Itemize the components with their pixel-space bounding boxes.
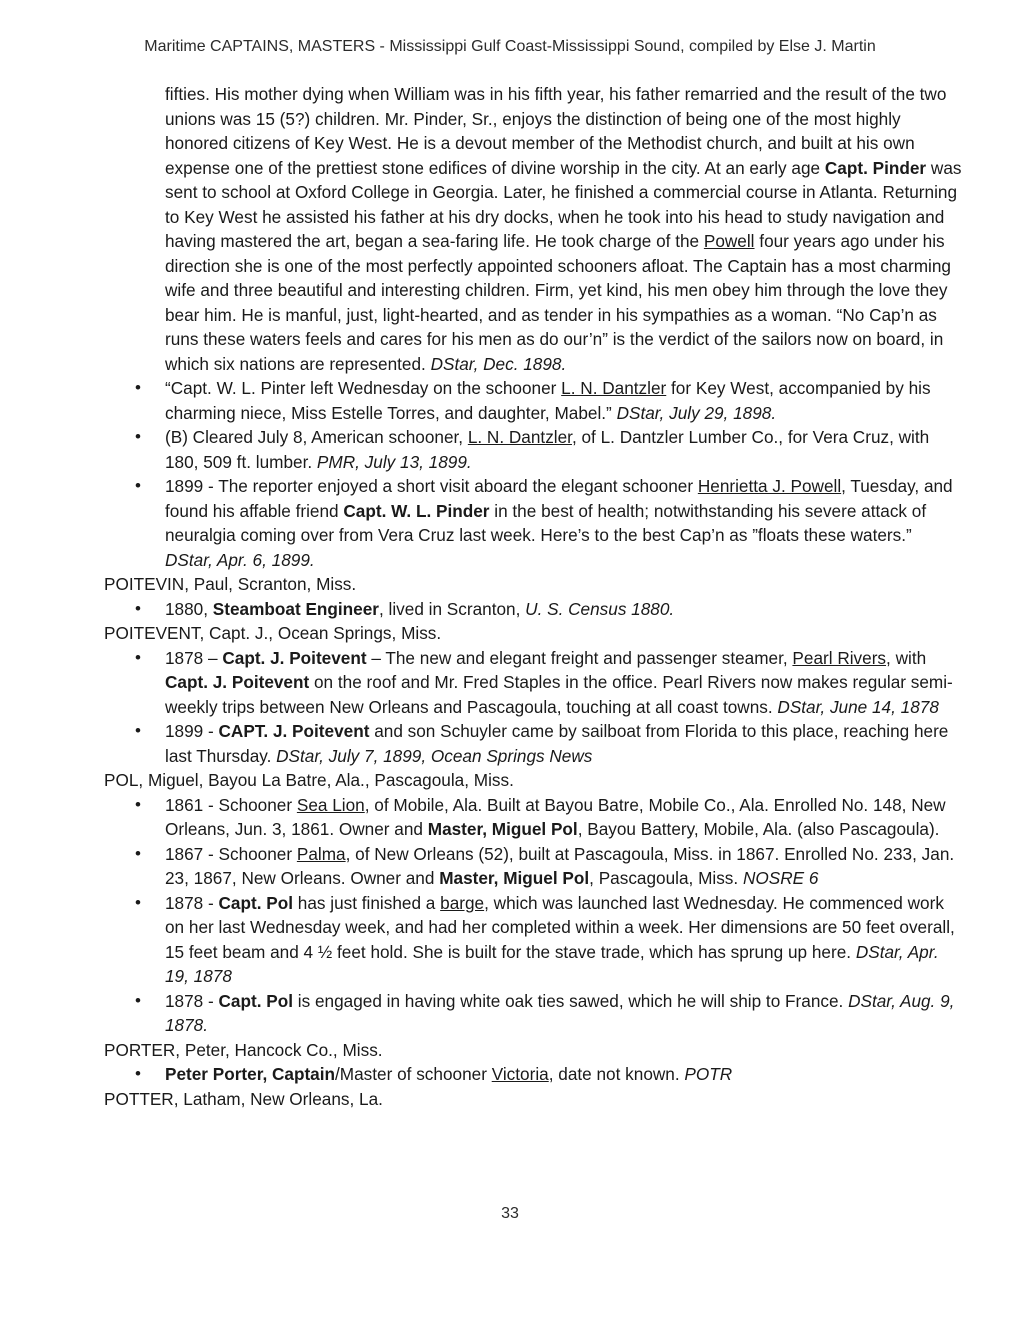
list-item: • (B) Cleared July 8, American schooner, L. N. Dantzler, of L. Dantzler Lumber Co., for Vera Cruz, with 180, 509 ft. lumber. PMR, July 13, 1899. (104, 425, 964, 474)
list-item: • “Capt. W. L. Pinter left Wednesday on the schooner L. N. Dantzler for Key West, accompanied by his charming niece, Miss Estelle Torres, and daughter, Mabel.” DStar, July 29, 1898. (104, 376, 964, 425)
list-item: • 1878 - Capt. Pol is engaged in having white oak ties sawed, which he will ship to France. DStar, Aug. 9, 1878. (104, 989, 964, 1038)
list-item: • 1880, Steamboat Engineer, lived in Scranton, U. S. Census 1880. (104, 597, 964, 622)
list-item: • 1878 - Capt. Pol has just finished a barge, which was launched last Wednesday. He commenced work on her last Wednesday week, and had her completed within a week. Her dimensions are 50 feet overall, 15 feet beam and 4 ½ feet hold. She is built for the stave trade, which has sprung up here. DStar, Apr. 19, 1878 (104, 891, 964, 989)
list-item: • 1867 - Schooner Palma, of New Orleans (52), built at Pascagoula, Miss. in 1867. Enrolled No. 233, Jan. 23, 1867, New Orleans. Owner and Master, Miguel Pol, Pascagoula, Miss. NOSRE 6 (104, 842, 964, 891)
running-header: Maritime CAPTAINS, MASTERS - Mississippi Gulf Coast-Mississippi Sound, compiled by Else J. Martin (144, 38, 876, 55)
page-number: 33 (501, 1205, 519, 1222)
poitevin-items (104, 597, 964, 622)
porter-items (104, 1062, 964, 1087)
list-item: • Peter Porter, Captain/Master of schooner Victoria, date not known. POTR (104, 1062, 964, 1087)
entry-heading-poitevent: POITEVENT, Capt. J., Ocean Springs, Miss. (104, 623, 442, 643)
list-item: • 1878 – Capt. J. Poitevent – The new and elegant freight and passenger steamer, Pearl Rivers, with Capt. J. Poitevent on the roof and Mr. Fred Staples in the office. Pearl Rivers now makes regular semi-weekly trips between New Orleans and Pascagoula, touching at all coast towns. DStar, June 14, 1878 (104, 646, 964, 720)
pinder-items (104, 376, 964, 572)
document-body (104, 82, 964, 1111)
entry-heading-potter: POTTER, Latham, New Orleans, La. (104, 1088, 383, 1109)
list-item: • 1861 - Schooner Sea Lion, of Mobile, Ala. Built at Bayou Batre, Mobile Co., Ala. Enrolled No. 148, New Orleans, Jun. 3, 1861. Owner and Master, Miguel Pol, Bayou Battery, Mobile, Ala. (also Pascagoula). (104, 793, 964, 842)
entry-heading-poitevin: POITEVIN, Paul, Scranton, Miss. (104, 574, 357, 594)
pol-items (104, 793, 964, 1038)
entry-heading-porter: PORTER, Peter, Hancock Co., Miss. (104, 1039, 383, 1060)
entry-heading-pol: POL, Miguel, Bayou La Batre, Ala., Pascagoula, Miss. (104, 770, 514, 790)
list-item: • 1899 - CAPT. J. Poitevent and son Schuyler came by sailboat from Florida to this place, reaching here last Thursday. DStar, July 7, 1899, Ocean Springs News (104, 719, 964, 768)
poitevent-items (104, 646, 964, 769)
continued-paragraph: fifties. His mother dying when William was in his fifth year, his father remarried and the result of the two unions was 15 (5?) children. Mr. Pinder, Sr., enjoys the distinction of being one of the most highly honored citizens of Key West. He is a devout member of the Methodist church, and built at his own expense one of the prettiest stone edifices of divine worship in the city. At an early age Capt. Pinder was sent to school at Oxford College in Georgia. Later, he finished a commercial course in Atlanta. Returning to Key West he assisted his father at his dry docks, when he took into his head to study navigation and having mastered the art, began a sea-faring life. He took charge of the Powell four years ago under his direction she is one of the most perfectly appointed schooners afloat. The Captain has a most charming wife and three beautiful and interesting children. Firm, yet kind, his men obey him through the love they bear him. He is manful, just, light-hearted, and as tender in his sympathies as a woman. “No Cap’n as runs these waters feels and cares for his men as do our’n” is the verdict of the sailors now on board, in which six nations are represented. DStar, Dec. 1898. (165, 84, 962, 374)
list-item: • 1899 - The reporter enjoyed a short visit aboard the elegant schooner Henrietta J. Powell, Tuesday, and found his affable friend Capt. W. L. Pinder in the best of health; notwithstanding his severe attack of neuralgia coming over from Vera Cruz last week. Here’s to the best Cap’n as ”floats these waters.” DStar, Apr. 6, 1899. (104, 474, 964, 572)
